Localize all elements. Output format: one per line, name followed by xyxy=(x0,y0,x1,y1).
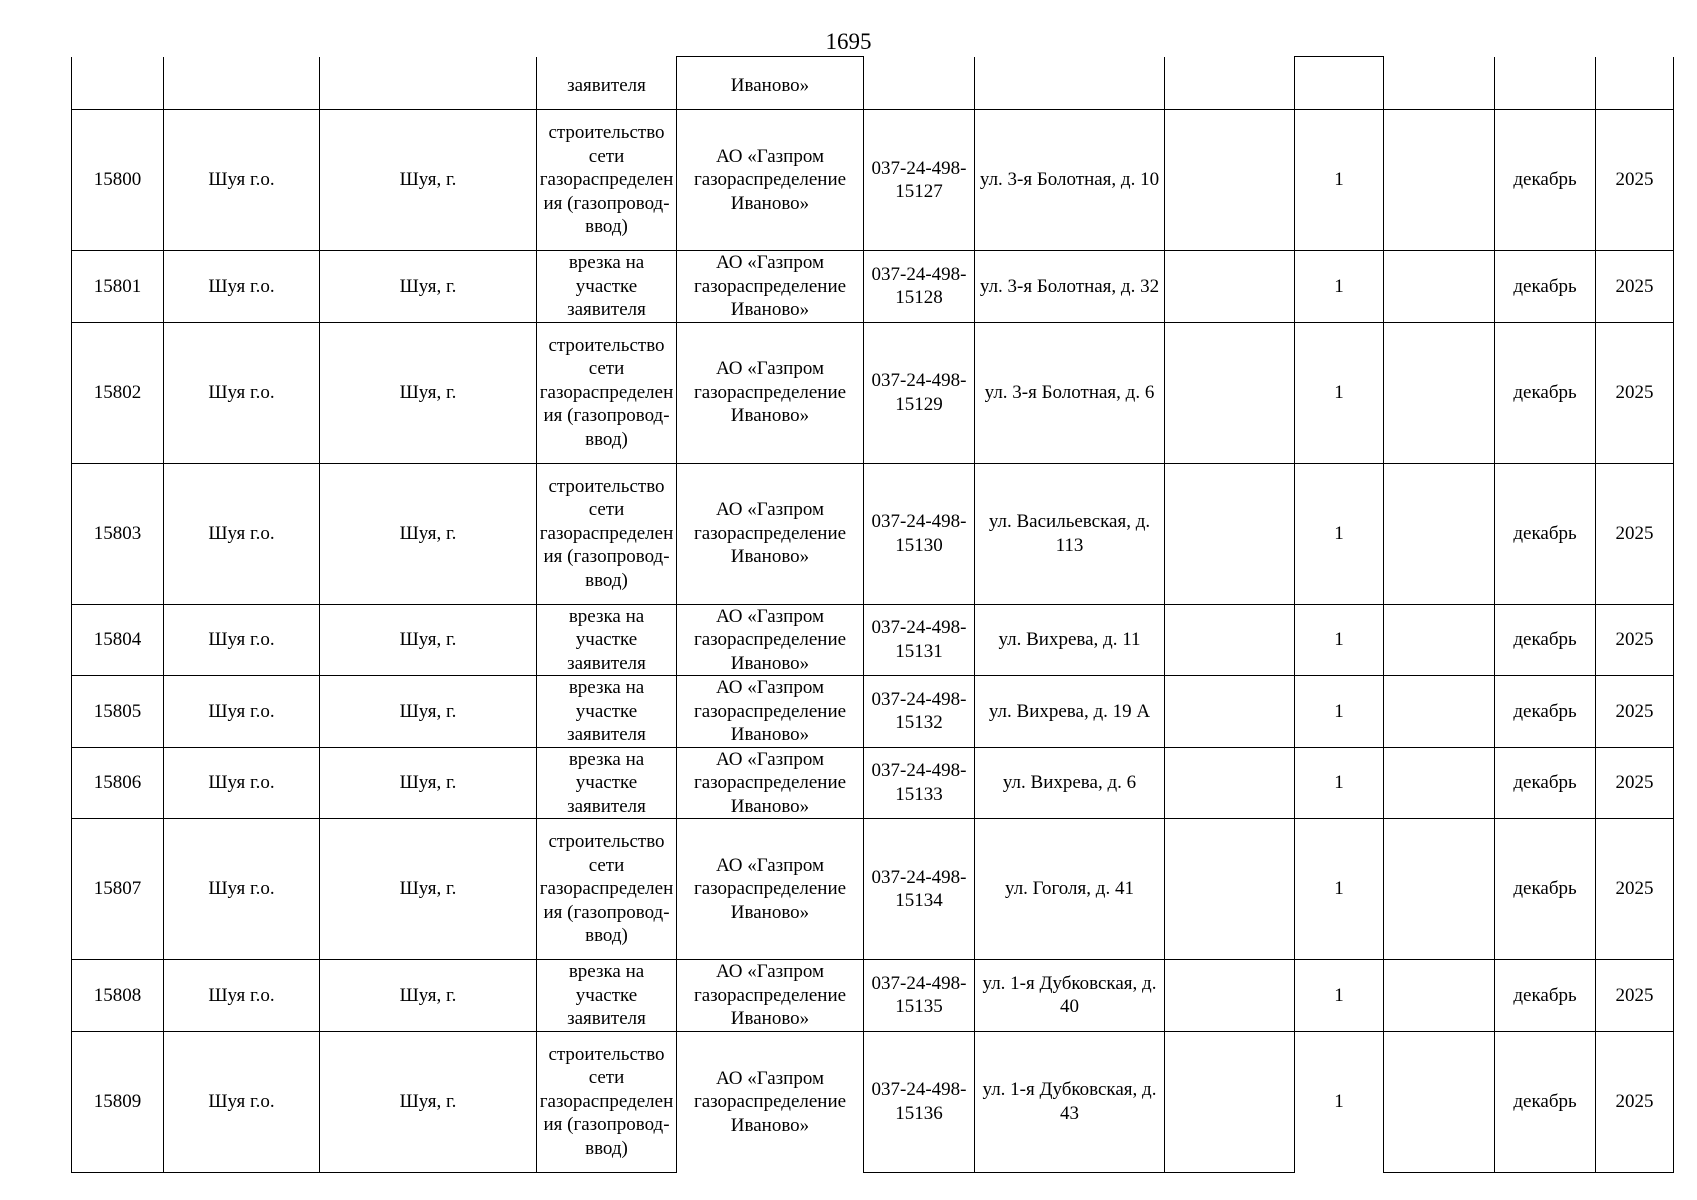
cell-municipality: Шуя г.о. xyxy=(164,676,320,748)
registry-table-body xyxy=(72,57,1674,1173)
cell-org: АО «Газпром газораспределение Иваново» xyxy=(677,322,864,463)
cell-qty: 1 xyxy=(1295,1031,1384,1172)
cell-kind: заявителя xyxy=(537,57,677,110)
cell-year: 2025 xyxy=(1596,604,1674,676)
cell-qty: 1 xyxy=(1295,110,1384,251)
cell-month: декабрь xyxy=(1495,251,1596,323)
cell-municipality: Шуя г.о. xyxy=(164,322,320,463)
table-row xyxy=(72,604,1674,676)
cell-address: ул. Вихрева, д. 6 xyxy=(975,747,1165,819)
cell-municipality: Шуя г.о. xyxy=(164,747,320,819)
cell-code: 037-24-498-15135 xyxy=(864,960,975,1032)
cell-id: 15808 xyxy=(72,960,164,1032)
cell-code: 037-24-498-15136 xyxy=(864,1031,975,1172)
cell-address: ул. Вихрева, д. 11 xyxy=(975,604,1165,676)
cell-municipality: Шуя г.о. xyxy=(164,110,320,251)
cell-locality: Шуя, г. xyxy=(320,251,537,323)
cell-month: декабрь xyxy=(1495,463,1596,604)
cell-month: декабрь xyxy=(1495,960,1596,1032)
cell-locality: Шуя, г. xyxy=(320,819,537,960)
cell-address: ул. 1-я Дубковская, д. 40 xyxy=(975,960,1165,1032)
page-number: 1695 xyxy=(825,29,872,54)
cell-code: 037-24-498-15129 xyxy=(864,322,975,463)
cell-id: 15809 xyxy=(72,1031,164,1172)
cell-id: 15803 xyxy=(72,463,164,604)
cell-empty xyxy=(1384,604,1495,676)
cell-qty: 1 xyxy=(1295,251,1384,323)
cell-municipality: Шуя г.о. xyxy=(164,251,320,323)
cell-id: 15800 xyxy=(72,110,164,251)
cell-empty xyxy=(1165,747,1295,819)
cell-municipality: Шуя г.о. xyxy=(164,960,320,1032)
cell-org: АО «Газпром газораспределение Иваново» xyxy=(677,747,864,819)
cell-kind: врезка на участке заявителя xyxy=(537,960,677,1032)
cell-empty xyxy=(1384,960,1495,1032)
cell-locality xyxy=(320,57,537,110)
cell-address: ул. 1-я Дубковская, д. 43 xyxy=(975,1031,1165,1172)
cell-locality: Шуя, г. xyxy=(320,322,537,463)
cell-empty xyxy=(1384,57,1495,110)
cell-address xyxy=(975,57,1165,110)
cell-org: АО «Газпром газораспределение Иваново» xyxy=(677,819,864,960)
cell-empty xyxy=(1384,1031,1495,1172)
cell-id: 15806 xyxy=(72,747,164,819)
cell-code xyxy=(864,57,975,110)
cell-id: 15804 xyxy=(72,604,164,676)
cell-id xyxy=(72,57,164,110)
cell-month: декабрь xyxy=(1495,676,1596,748)
cell-empty xyxy=(1165,819,1295,960)
cell-org: АО «Газпром газораспределение Иваново» xyxy=(677,960,864,1032)
cell-month xyxy=(1495,57,1596,110)
cell-kind: строительство сети газораспределения (газопровод-ввод) xyxy=(537,819,677,960)
cell-address: ул. Вихрева, д. 19 А xyxy=(975,676,1165,748)
cell-qty: 1 xyxy=(1295,604,1384,676)
cell-code: 037-24-498-15132 xyxy=(864,676,975,748)
cell-address: ул. 3-я Болотная, д. 6 xyxy=(975,322,1165,463)
cell-org: АО «Газпром газораспределение Иваново» xyxy=(677,463,864,604)
cell-municipality: Шуя г.о. xyxy=(164,463,320,604)
cell-empty xyxy=(1165,251,1295,323)
cell-empty xyxy=(1384,819,1495,960)
cell-year: 2025 xyxy=(1596,463,1674,604)
cell-empty xyxy=(1165,322,1295,463)
cell-qty xyxy=(1295,57,1384,110)
cell-kind: врезка на участке заявителя xyxy=(537,676,677,748)
table-row xyxy=(72,251,1674,323)
table-row xyxy=(72,322,1674,463)
cell-qty: 1 xyxy=(1295,463,1384,604)
cell-municipality xyxy=(164,57,320,110)
cell-month: декабрь xyxy=(1495,1031,1596,1172)
cell-org: АО «Газпром газораспределение Иваново» xyxy=(677,676,864,748)
cell-locality: Шуя, г. xyxy=(320,1031,537,1172)
cell-year: 2025 xyxy=(1596,1031,1674,1172)
cell-month: декабрь xyxy=(1495,604,1596,676)
cell-empty xyxy=(1165,1031,1295,1172)
cell-address: ул. 3-я Болотная, д. 10 xyxy=(975,110,1165,251)
cell-locality: Шуя, г. xyxy=(320,463,537,604)
cell-year: 2025 xyxy=(1596,251,1674,323)
table-row xyxy=(72,1031,1674,1172)
cell-year: 2025 xyxy=(1596,819,1674,960)
cell-locality: Шуя, г. xyxy=(320,960,537,1032)
cell-id: 15805 xyxy=(72,676,164,748)
cell-empty xyxy=(1165,960,1295,1032)
cell-empty xyxy=(1165,604,1295,676)
cell-kind: врезка на участке заявителя xyxy=(537,747,677,819)
cell-kind: строительство сети газораспределения (газопровод-ввод) xyxy=(537,463,677,604)
cell-year xyxy=(1596,57,1674,110)
table-row xyxy=(72,747,1674,819)
cell-empty xyxy=(1384,747,1495,819)
cell-month: декабрь xyxy=(1495,322,1596,463)
cell-empty xyxy=(1384,322,1495,463)
cell-code: 037-24-498-15133 xyxy=(864,747,975,819)
cell-qty: 1 xyxy=(1295,747,1384,819)
cell-empty xyxy=(1384,463,1495,604)
cell-empty xyxy=(1384,676,1495,748)
cell-year: 2025 xyxy=(1596,322,1674,463)
cell-year: 2025 xyxy=(1596,676,1674,748)
cell-locality: Шуя, г. xyxy=(320,110,537,251)
cell-org: АО «Газпром газораспределение Иваново» xyxy=(677,251,864,323)
cell-empty xyxy=(1165,463,1295,604)
cell-municipality: Шуя г.о. xyxy=(164,1031,320,1172)
cell-address: ул. Гоголя, д. 41 xyxy=(975,819,1165,960)
cell-locality: Шуя, г. xyxy=(320,747,537,819)
cell-year: 2025 xyxy=(1596,960,1674,1032)
cell-year: 2025 xyxy=(1596,110,1674,251)
registry-table xyxy=(71,56,1674,1173)
cell-locality: Шуя, г. xyxy=(320,604,537,676)
cell-qty: 1 xyxy=(1295,322,1384,463)
cell-empty xyxy=(1165,110,1295,251)
table-row xyxy=(72,819,1674,960)
cell-code: 037-24-498-15127 xyxy=(864,110,975,251)
table-row-continued xyxy=(72,57,1674,110)
cell-municipality: Шуя г.о. xyxy=(164,604,320,676)
cell-locality: Шуя, г. xyxy=(320,676,537,748)
cell-id: 15802 xyxy=(72,322,164,463)
cell-qty: 1 xyxy=(1295,960,1384,1032)
cell-kind: врезка на участке заявителя xyxy=(537,251,677,323)
table-row xyxy=(72,676,1674,748)
cell-id: 15807 xyxy=(72,819,164,960)
cell-org: АО «Газпром газораспределение Иваново» xyxy=(677,1031,864,1172)
cell-month: декабрь xyxy=(1495,819,1596,960)
cell-code: 037-24-498-15130 xyxy=(864,463,975,604)
table-row xyxy=(72,110,1674,251)
cell-empty xyxy=(1384,110,1495,251)
cell-year: 2025 xyxy=(1596,747,1674,819)
table-row xyxy=(72,463,1674,604)
cell-municipality: Шуя г.о. xyxy=(164,819,320,960)
cell-empty xyxy=(1165,57,1295,110)
cell-qty: 1 xyxy=(1295,676,1384,748)
cell-code: 037-24-498-15128 xyxy=(864,251,975,323)
cell-id: 15801 xyxy=(72,251,164,323)
cell-month: декабрь xyxy=(1495,747,1596,819)
cell-kind: строительство сети газораспределения (газопровод-ввод) xyxy=(537,322,677,463)
cell-org: АО «Газпром газораспределение Иваново» xyxy=(677,604,864,676)
cell-kind: врезка на участке заявителя xyxy=(537,604,677,676)
cell-code: 037-24-498-15131 xyxy=(864,604,975,676)
cell-org: Иваново» xyxy=(677,57,864,110)
cell-month: декабрь xyxy=(1495,110,1596,251)
cell-empty xyxy=(1165,676,1295,748)
cell-empty xyxy=(1384,251,1495,323)
cell-code: 037-24-498-15134 xyxy=(864,819,975,960)
cell-address: ул. 3-я Болотная, д. 32 xyxy=(975,251,1165,323)
cell-qty: 1 xyxy=(1295,819,1384,960)
cell-kind: строительство сети газораспределения (газопровод-ввод) xyxy=(537,110,677,251)
cell-org: АО «Газпром газораспределение Иваново» xyxy=(677,110,864,251)
cell-kind: строительство сети газораспределения (газопровод-ввод) xyxy=(537,1031,677,1172)
table-row xyxy=(72,960,1674,1032)
cell-address: ул. Васильевская, д. 113 xyxy=(975,463,1165,604)
